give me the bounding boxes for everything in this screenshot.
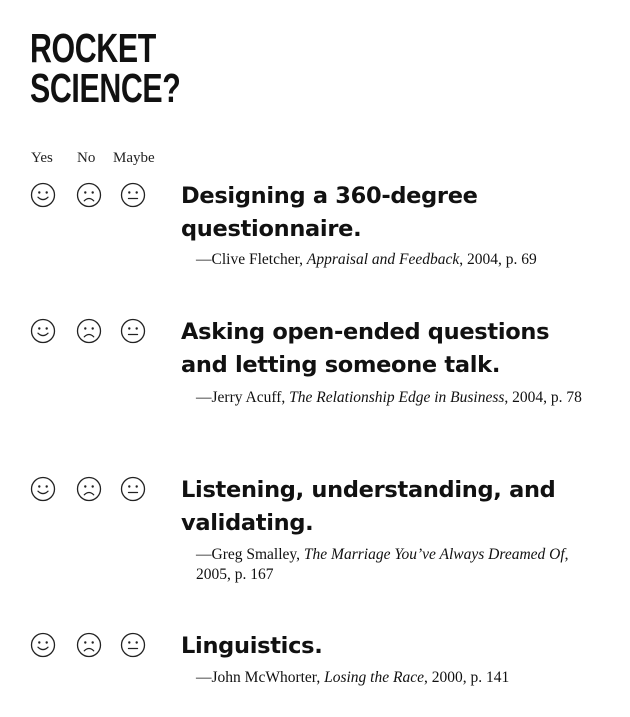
citation-work: The Relationship Edge in Business [289, 389, 505, 406]
title-line-2: SCIENCE? [30, 65, 181, 111]
citation-author: —John McWhorter, [196, 669, 321, 686]
statement-text: Listening, understanding, and validating. [181, 477, 556, 536]
frowning-face-icon[interactable] [76, 476, 102, 502]
citation [196, 668, 596, 688]
smiley-face-icon[interactable] [30, 182, 56, 208]
column-header-no: No [77, 150, 96, 166]
neutral-face-icon[interactable] [120, 318, 146, 344]
neutral-face-icon[interactable] [120, 182, 146, 208]
frowning-face-icon[interactable] [76, 632, 102, 658]
column-header-maybe: Maybe [113, 150, 155, 166]
statement-text: Designing a 360-degree questionnaire. [181, 183, 478, 242]
citation-details: , 2004, p. 69 [459, 251, 537, 268]
citation-details: , 2000, p. 141 [423, 669, 510, 686]
frowning-face-icon[interactable] [76, 318, 102, 344]
neutral-face-icon[interactable] [120, 476, 146, 502]
statement-text: Linguistics. [181, 633, 323, 659]
page-title [30, 25, 181, 111]
smiley-face-icon[interactable] [30, 318, 56, 344]
citation-author: —Clive Fletcher, [196, 251, 303, 268]
frowning-face-icon[interactable] [76, 182, 102, 208]
citation [196, 388, 596, 408]
neutral-face-icon[interactable] [120, 632, 146, 658]
title-line-1: ROCKET [30, 25, 156, 71]
citation-details: , 2005, p. 167 [196, 546, 569, 583]
statement-text: Asking open-ended questions and letting someone talk. [181, 319, 550, 378]
smiley-face-icon[interactable] [30, 632, 56, 658]
citation [196, 545, 596, 585]
citation-details: , 2004, p. 78 [504, 389, 582, 406]
citation-author: —Greg Smalley, [196, 546, 301, 563]
column-header-yes: Yes [31, 150, 53, 166]
citation-work: Losing the Race [324, 669, 424, 686]
citation-work: Appraisal and Feedback [306, 251, 460, 268]
citation [196, 250, 596, 270]
citation-author: —Jerry Acuff, [196, 389, 286, 406]
smiley-face-icon[interactable] [30, 476, 56, 502]
citation-work: The Marriage You’ve Always Dreamed Of [303, 546, 565, 563]
